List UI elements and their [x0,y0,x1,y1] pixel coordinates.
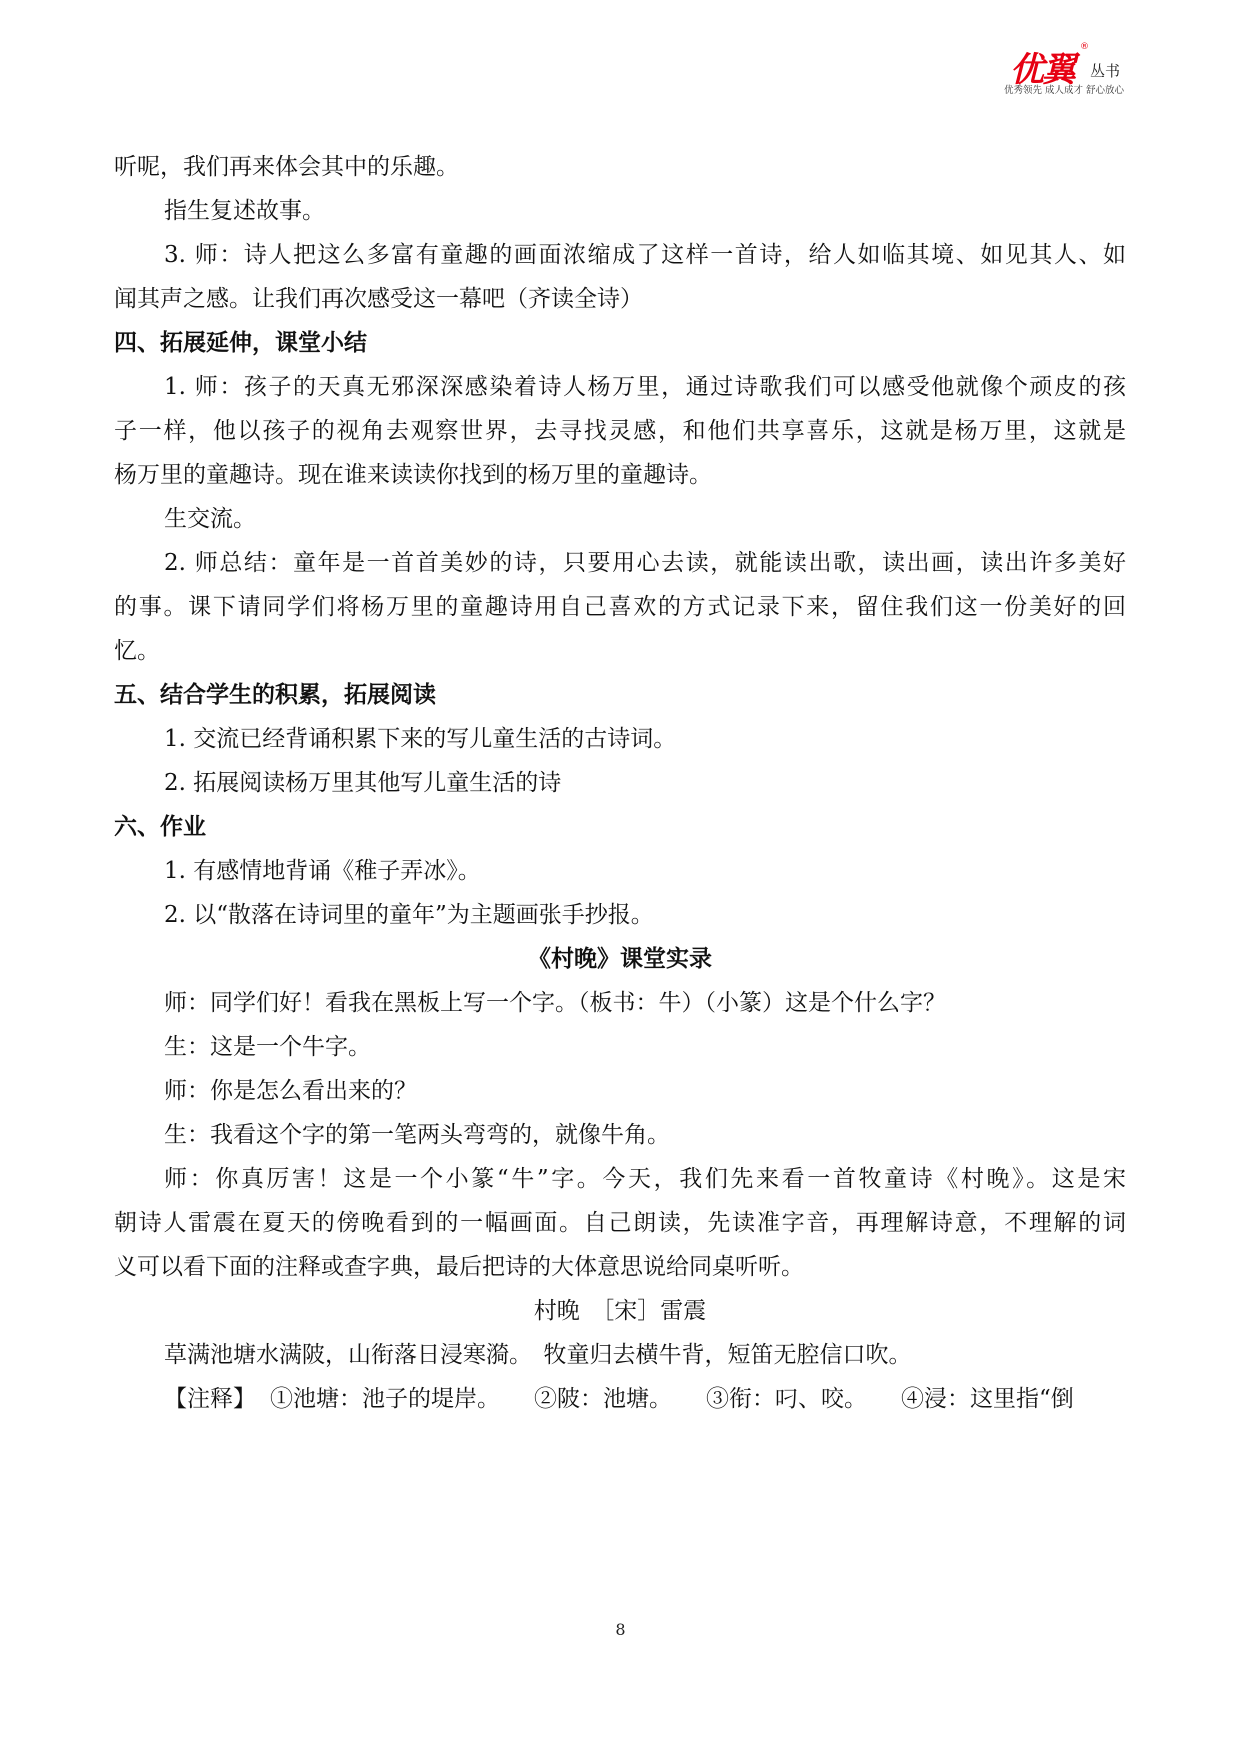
dialogue-line: 生：这是一个牛字。 [164,1034,371,1060]
paragraph-line: 2. 师总结：童年是一首首美妙的诗，只要用心去读，就能读出歌，读出画，读出许多美好 [164,550,1126,576]
dialogue-line: 师：你是怎么看出来的？ [164,1078,417,1104]
note-item: ③衔：叼、咬。 [706,1386,867,1412]
note-item: ①池塘：池子的堤岸。 [270,1386,500,1412]
dialogue-line: 师：你真厉害！这是一个小篆“牛”字。今天，我们先来看一首牧童诗《村晚》。这是宋 [164,1166,1126,1192]
paragraph-line: 2. 拓展阅读杨万里其他写儿童生活的诗 [164,770,562,796]
paragraph-line: 1. 师：孩子的天真无邪深深感染着诗人杨万里，通过诗歌我们可以感受他就像个顽皮的孩 [164,374,1126,400]
section-heading: 六、作业 [114,814,206,840]
paragraph-line: 指生复述故事。 [164,198,325,224]
logo-registered-mark: ® [1080,42,1089,52]
dialogue-line: 朝诗人雷震在夏天的傍晚看到的一幅画面。自己朗读，先读准字音，再理解诗意，不理解的词 [114,1210,1126,1236]
dialogue-line: 义可以看下面的注释或查字典，最后把诗的大体意思说给同桌听听。 [114,1254,804,1280]
poem-text: 草满池塘水满陂，山衔落日浸寒漪。 牧童归去横牛背，短笛无腔信口吹。 [164,1342,912,1368]
note-item: ④浸：这里指“倒 [901,1386,1074,1412]
paragraph-line: 生交流。 [164,506,256,532]
dialogue-line: 生：我看这个字的第一笔两头弯弯的，就像牛角。 [164,1122,670,1148]
logo-slogan: 优秀领先 成人成才 舒心放心 [1004,85,1125,96]
brand-logo [998,40,1148,100]
logo-series: 丛书 [1090,62,1121,80]
notes-line [114,1382,1126,1416]
paragraph-line: 忆。 [114,638,160,664]
paragraph-line: 的事。课下请同学们将杨万里的童趣诗用自己喜欢的方式记录下来，留住我们这一份美好的回 [114,594,1126,620]
section-heading: 四、拓展延伸，课堂小结 [114,330,367,356]
paragraph-line: 3. 师：诗人把这么多富有童趣的画面浓缩成了这样一首诗，给人如临其境、如见其人、如 [164,242,1126,268]
poem-title: 村晚 ［宋］雷震 [533,1298,707,1324]
logo-text: 优翼 [1010,50,1074,90]
note-item: ②陂：池塘。 [534,1386,672,1412]
paragraph-line: 1. 有感情地背诵《稚子弄冰》。 [164,858,481,884]
paragraph-line: 2. 以“散落在诗词里的童年”为主题画张手抄报。 [164,902,654,928]
paragraph-line: 子一样，他以孩子的视角去观察世界，去寻找灵感，和他们共享喜乐，这就是杨万里，这就是 [114,418,1126,444]
section-title: 《村晚》课堂实录 [528,946,712,972]
paragraph-line: 听呢，我们再来体会其中的乐趣。 [114,154,459,180]
paragraph-line: 杨万里的童趣诗。现在谁来读读你找到的杨万里的童趣诗。 [114,462,712,488]
paragraph-line: 闻其声之感。让我们再次感受这一幕吧（齐读全诗） [114,286,643,312]
dialogue-line: 师：同学们好！看我在黑板上写一个字。（板书：牛）（小篆）这是个什么字？ [164,990,946,1016]
page-number: 8 [615,1620,626,1639]
paragraph-line: 1. 交流已经背诵积累下来的写儿童生活的古诗词。 [164,726,677,752]
notes-label: 【注释】 [164,1386,256,1412]
section-heading: 五、结合学生的积累，拓展阅读 [114,682,436,708]
